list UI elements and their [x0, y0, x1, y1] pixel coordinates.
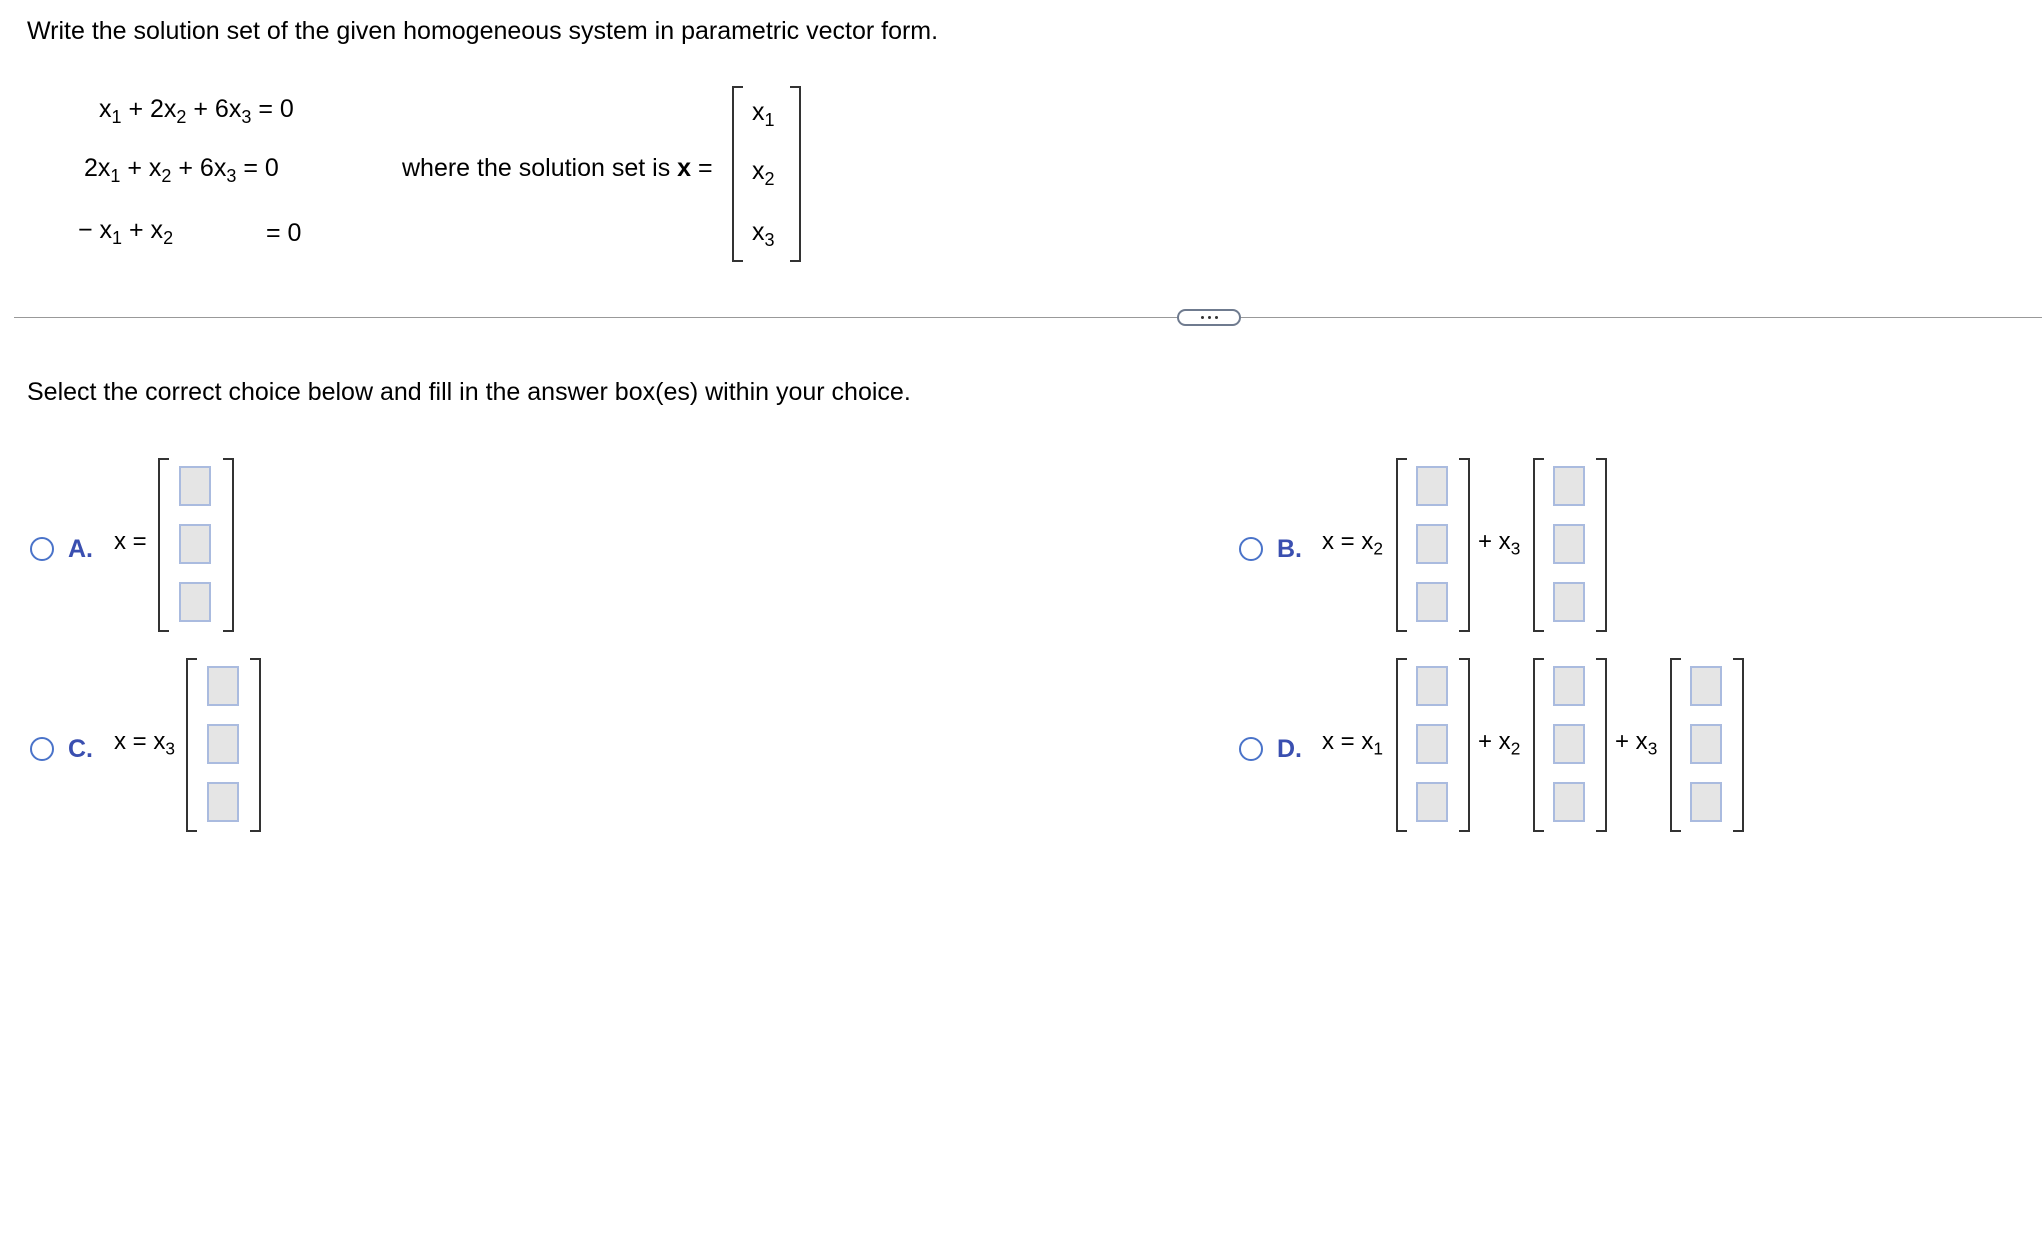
radio-choice-c[interactable] — [30, 737, 54, 761]
choice-b-vec2-box-1[interactable] — [1553, 466, 1585, 506]
choice-d-vec1-box-2[interactable] — [1416, 724, 1448, 764]
choice-c-lhs: $x = x_3$ — [114, 728, 175, 759]
choice-b-vec2-box-3[interactable] — [1553, 582, 1585, 622]
choice-a-right-bracket — [223, 458, 234, 632]
vector-entry-x2: $x_2$ — [752, 157, 775, 189]
radio-choice-a[interactable] — [30, 537, 54, 561]
choice-b-plus-1: + $x_3$ — [1478, 528, 1521, 559]
choice-d-right-bracket-3 — [1733, 658, 1744, 832]
equation-row-3: − $x_1 + x_2$ — [78, 216, 174, 248]
choice-b-letter: B. — [1277, 535, 1302, 563]
choice-a-box-1[interactable] — [179, 466, 211, 506]
vector-entry-x1: $x_1$ — [752, 98, 775, 130]
choice-b-left-bracket-1 — [1396, 458, 1407, 632]
solution-set-label: where the solution set is x = — [402, 154, 713, 182]
choice-c-right-bracket — [250, 658, 261, 832]
choice-d-right-bracket-1 — [1459, 658, 1470, 832]
choice-b-right-bracket-1 — [1459, 458, 1470, 632]
choice-d-letter: D. — [1277, 735, 1302, 763]
expand-more-button[interactable] — [1177, 309, 1241, 326]
left-bracket — [732, 86, 743, 262]
choice-c-box-3[interactable] — [207, 782, 239, 822]
choice-b-vec1-box-1[interactable] — [1416, 466, 1448, 506]
question-prompt: Write the solution set of the given homogeneous system in parametric vector form. — [27, 17, 939, 45]
equation-row-2: $2x_1 + x_2 + 6x_3 = 0$ — [84, 154, 279, 186]
equation-row-3-rhs: = 0 — [266, 219, 302, 247]
choice-b-left-bracket-2 — [1533, 458, 1544, 632]
choice-a-letter: A. — [68, 535, 93, 563]
choice-b-lhs: $x = x_2$ — [1322, 528, 1383, 559]
section-divider — [14, 317, 2042, 318]
right-bracket — [790, 86, 801, 262]
choice-c-box-1[interactable] — [207, 666, 239, 706]
choice-d-vec2-box-2[interactable] — [1553, 724, 1585, 764]
choice-c-letter: C. — [68, 735, 93, 763]
choice-c-left-bracket — [186, 658, 197, 832]
choice-d-vec1-box-1[interactable] — [1416, 666, 1448, 706]
choice-a-box-3[interactable] — [179, 582, 211, 622]
choice-d-plus-1: + $x_2$ — [1478, 728, 1521, 759]
radio-choice-b[interactable] — [1239, 537, 1263, 561]
choice-d-vec2-box-1[interactable] — [1553, 666, 1585, 706]
choice-d-vec3-box-1[interactable] — [1690, 666, 1722, 706]
choice-b-vec2-box-2[interactable] — [1553, 524, 1585, 564]
choice-d-left-bracket-2 — [1533, 658, 1544, 832]
ellipsis-icon — [1201, 316, 1204, 319]
choice-d-vec3-box-2[interactable] — [1690, 724, 1722, 764]
choice-d-plus-2: + $x_3$ — [1615, 728, 1658, 759]
choice-d-vec3-box-3[interactable] — [1690, 782, 1722, 822]
choice-d-left-bracket-1 — [1396, 658, 1407, 832]
choice-d-vec2-box-3[interactable] — [1553, 782, 1585, 822]
choice-d-vec1-box-3[interactable] — [1416, 782, 1448, 822]
choice-d-lhs: $x = x_1$ — [1322, 728, 1383, 759]
choice-c-box-2[interactable] — [207, 724, 239, 764]
radio-choice-d[interactable] — [1239, 737, 1263, 761]
choice-b-right-bracket-2 — [1596, 458, 1607, 632]
vector-entry-x3: $x_3$ — [752, 218, 775, 250]
choice-a-box-2[interactable] — [179, 524, 211, 564]
instruction-text: Select the correct choice below and fill in the answer box(es) within your choice. — [27, 378, 911, 406]
choice-b-vec1-box-3[interactable] — [1416, 582, 1448, 622]
equation-row-1: $x_1 + 2x_2 + 6x_3 = 0$ — [99, 95, 294, 127]
choice-d-right-bracket-2 — [1596, 658, 1607, 832]
choice-a-lhs: x = — [114, 528, 147, 555]
choice-d-left-bracket-3 — [1670, 658, 1681, 832]
choice-b-vec1-box-2[interactable] — [1416, 524, 1448, 564]
choice-a-left-bracket — [158, 458, 169, 632]
